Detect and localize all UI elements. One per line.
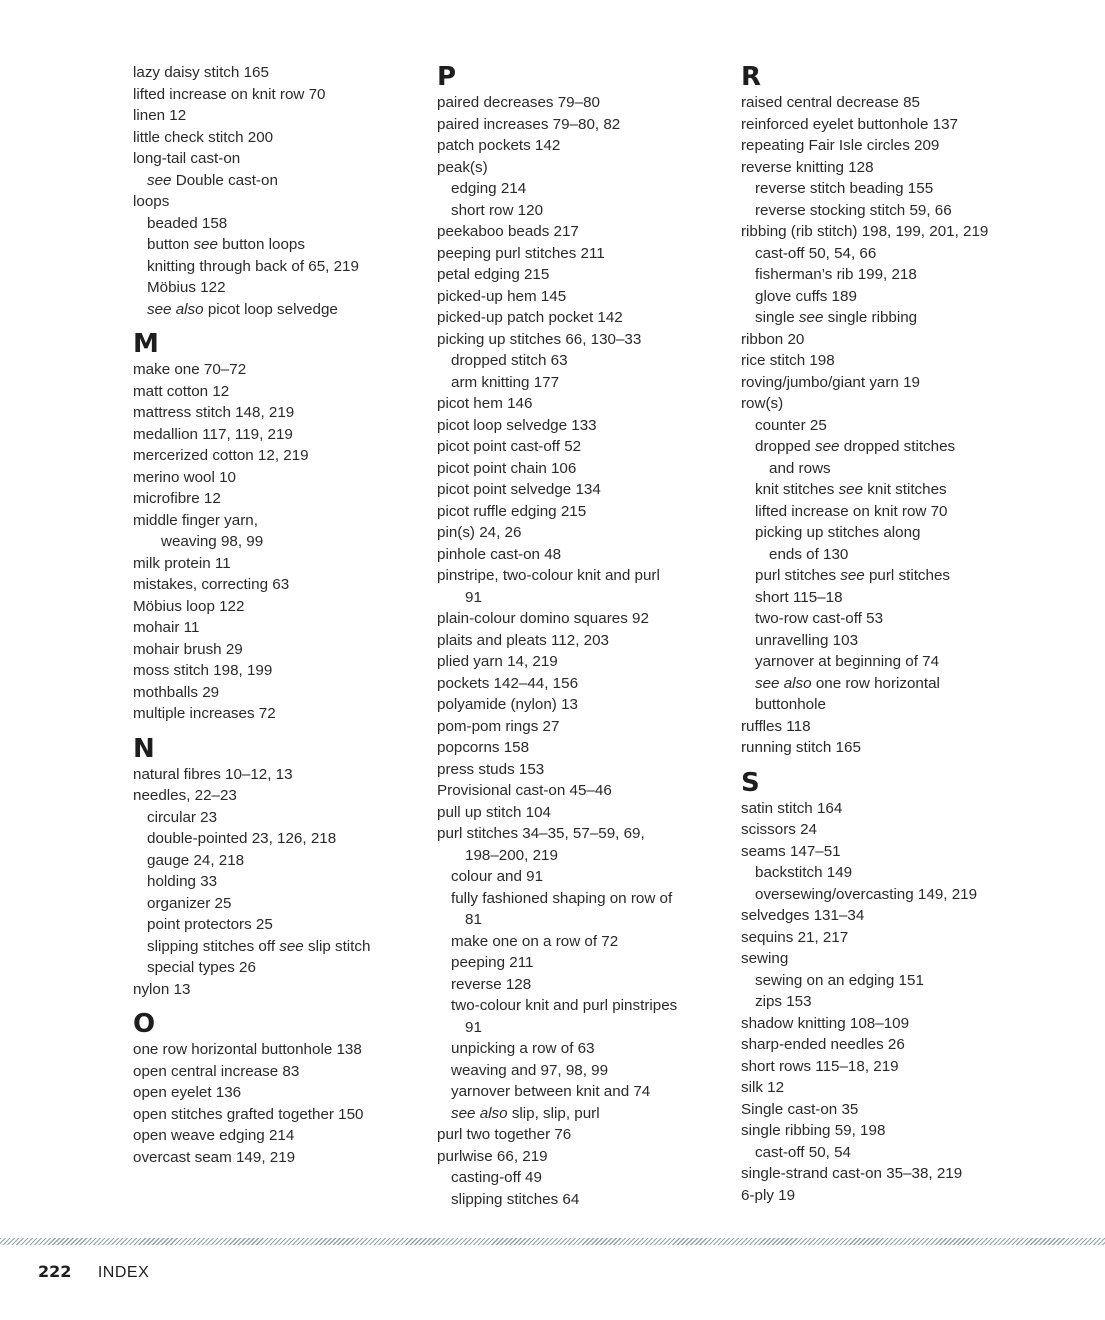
index-subentry: short 115–18 — [755, 588, 843, 606]
index-entry: roving/jumbo/giant yarn 19 — [741, 373, 920, 391]
cross-reference-marker: see — [814, 438, 840, 455]
index-entry: rice stitch 198 — [741, 352, 835, 369]
index-entry: plain-colour domino squares 92 — [437, 610, 649, 627]
index-column-3 — [741, 62, 1041, 1206]
index-entry: reinforced eyelet buttonhole 137 — [741, 115, 959, 133]
index-entry: purl two together 76 — [437, 1126, 572, 1143]
index-subentry: buttonhole — [755, 696, 826, 713]
cross-reference-target: Double cast-on — [175, 171, 278, 189]
index-entry: purlwise 66, 219 — [437, 1147, 548, 1165]
index-entry: running stitch 165 — [741, 739, 861, 756]
index-subentry: yarnover between knit and 74 — [451, 1083, 651, 1100]
index-entry: open weave edging 214 — [133, 1127, 295, 1144]
index-entry: multiple increases 72 — [133, 705, 276, 722]
index-subentry: slipping stitches 64 — [451, 1190, 580, 1208]
index-subentry: two-row cast-off 53 — [755, 610, 884, 627]
index-subentry: holding 33 — [147, 873, 218, 890]
index-entry: picot loop selvedge 133 — [437, 416, 597, 434]
index-entry: press studs 153 — [437, 760, 545, 778]
cross-reference-marker: see — [193, 236, 218, 253]
index-entry: Provisional cast-on 45–46 — [437, 782, 612, 799]
index-entry: reverse knitting 128 — [741, 158, 874, 176]
index-subentry: make one on a row of 72 — [451, 932, 619, 950]
page-number: 222 — [38, 1262, 72, 1281]
cross-reference-target: button loops — [217, 236, 305, 253]
index-subentry: glove cuffs 189 — [755, 287, 857, 305]
cross-reference-target: knit stitches — [863, 481, 947, 498]
index-subentry: reverse 128 — [451, 975, 532, 993]
index-subentry — [741, 673, 1041, 695]
index-subentry: oversewing/overcasting 149, 219 — [755, 885, 978, 903]
index-entry: pockets 142–44, 156 — [437, 674, 579, 692]
index-entry: merino wool 10 — [133, 468, 236, 486]
index-subentry: counter 25 — [755, 416, 827, 434]
index-subentry: point protectors 25 — [147, 916, 273, 933]
index-subentry — [741, 436, 1041, 458]
index-subentry: colour and 91 — [451, 868, 544, 885]
index-entry: picot hem 146 — [437, 395, 533, 412]
section-letter: R — [741, 62, 762, 92]
index-entry: microfibre 12 — [133, 490, 221, 507]
index-entry: needles, 22–23 — [133, 787, 237, 804]
index-subentry — [133, 299, 423, 321]
index-subentry: 81 — [465, 911, 482, 928]
index-entry: mohair brush 29 — [133, 640, 243, 658]
index-subentry: weaving and 97, 98, 99 — [451, 1061, 609, 1079]
index-entry: patch pockets 142 — [437, 137, 561, 154]
index-subentry: ends of 130 — [769, 545, 849, 563]
index-entry: loops — [133, 193, 170, 210]
index-entry: single ribbing 59, 198 — [741, 1122, 886, 1139]
index-entry: little check stitch 200 — [133, 128, 274, 146]
index-subentry: edging 214 — [451, 180, 527, 197]
index-subentry: fisherman’s rib 199, 218 — [755, 266, 917, 283]
cross-reference-target: purl stitches — [864, 567, 951, 584]
index-subentry: 91 — [465, 588, 482, 606]
index-entry: plied yarn 14, 219 — [437, 653, 558, 670]
index-subentry: beaded 158 — [147, 214, 228, 232]
index-subentry: weaving 98, 99 — [161, 533, 264, 550]
index-subentry: reverse stocking stitch 59, 66 — [755, 201, 952, 219]
index-subentry: cast-off 50, 54, 66 — [755, 244, 877, 262]
index-entry: peekaboo beads 217 — [437, 223, 579, 240]
index-entry: repeating Fair Isle circles 209 — [741, 137, 940, 154]
cross-reference-target: picot loop selvedge — [207, 300, 338, 318]
index-entry: pom-pom rings 27 — [437, 717, 560, 735]
index-entry: picot point selvedge 134 — [437, 481, 601, 498]
index-entry: paired decreases 79–80 — [437, 94, 600, 111]
index-entry: mohair 11 — [133, 619, 200, 636]
index-subentry: peeping 211 — [451, 954, 534, 971]
index-entry: lazy daisy stitch 165 — [133, 64, 269, 81]
index-subentry: zips 153 — [755, 993, 812, 1010]
cross-reference-marker: see — [840, 567, 865, 584]
section-letter: S — [741, 767, 760, 798]
entry-text: button — [147, 236, 194, 253]
index-entry: picot point chain 106 — [437, 459, 577, 477]
index-entry: paired increases 79–80, 82 — [437, 115, 621, 133]
index-entry: ruffles 118 — [741, 717, 811, 735]
index-subentry — [741, 565, 1041, 587]
index-subentry — [741, 307, 1041, 329]
index-entry: sewing — [741, 950, 789, 967]
index-subentry: sewing on an edging 151 — [755, 971, 924, 989]
cross-reference-marker: see — [147, 171, 172, 189]
index-entry: polyamide (nylon) 13 — [437, 696, 578, 713]
cross-reference-marker: see — [798, 309, 824, 326]
index-entry: plaits and pleats 112, 203 — [437, 631, 609, 649]
index-entry: make one 70–72 — [133, 361, 247, 378]
index-entry: peak(s) — [437, 158, 488, 176]
footer-divider — [0, 1238, 1105, 1245]
index-column-2 — [437, 62, 722, 1210]
index-subentry — [133, 936, 423, 958]
cross-reference-target: one row horizontal — [815, 674, 940, 692]
cross-reference-target: slip, slip, purl — [511, 1104, 600, 1122]
index-subentry: yarnover at beginning of 74 — [755, 653, 940, 670]
index-entry: mothballs 29 — [133, 683, 220, 701]
index-entry: open eyelet 136 — [133, 1084, 242, 1101]
index-subentry: short row 120 — [451, 201, 544, 219]
section-letter: M — [133, 329, 159, 359]
section-letter: O — [133, 1009, 156, 1039]
index-entry: overcast seam 149, 219 — [133, 1148, 296, 1166]
index-entry: petal edging 215 — [437, 266, 550, 283]
index-entry: row(s) — [741, 395, 784, 412]
index-entry: raised central decrease 85 — [741, 94, 920, 111]
index-subentry: picking up stitches along — [755, 524, 921, 541]
index-entry: pin(s) 24, 26 — [437, 524, 522, 541]
index-entry: medallion 117, 119, 219 — [133, 425, 293, 443]
index-entry: long-tail cast-on — [133, 150, 241, 167]
index-entry: shadow knitting 108–109 — [741, 1014, 910, 1032]
index-subentry: reverse stitch beading 155 — [755, 180, 934, 197]
index-subentry: Möbius 122 — [147, 279, 226, 296]
index-entry: short rows 115–18, 219 — [741, 1057, 899, 1075]
cross-reference-target: dropped stitches — [839, 438, 956, 455]
index-subentry: organizer 25 — [147, 894, 232, 912]
index-entry: single-strand cast-on 35–38, 219 — [741, 1165, 963, 1182]
index-entry: mercerized cotton 12, 219 — [133, 447, 309, 464]
index-subentry: circular 23 — [147, 808, 218, 826]
index-entry: satin stitch 164 — [741, 799, 843, 817]
index-subentry: 198–200, 219 — [465, 846, 558, 864]
index-entry: purl stitches 34–35, 57–59, 69, — [437, 825, 645, 842]
index-subentry: cast-off 50, 54 — [755, 1143, 851, 1161]
index-entry: Möbius loop 122 — [133, 597, 245, 615]
entry-text: purl stitches — [755, 567, 841, 584]
cross-reference-marker: see also — [147, 300, 204, 318]
index-entry: nylon 13 — [133, 980, 191, 998]
index-subentry: and rows — [769, 459, 831, 477]
index-entry: sequins 21, 217 — [741, 928, 849, 946]
index-subentry — [741, 479, 1041, 501]
index-entry: ribbon 20 — [741, 330, 805, 348]
index-entry: Single cast-on 35 — [741, 1100, 859, 1118]
index-entry: moss stitch 198, 199 — [133, 662, 273, 679]
index-entry: ribbing (rib stitch) 198, 199, 201, 219 — [741, 223, 989, 240]
cross-reference-target: slip stitch — [303, 937, 371, 955]
index-entry: natural fibres 10–12, 13 — [133, 765, 293, 783]
entry-text: single — [755, 309, 799, 326]
index-entry: one row horizontal buttonhole 138 — [133, 1041, 362, 1058]
index-subentry: casting-off 49 — [451, 1169, 542, 1186]
index-entry: open stitches grafted together 150 — [133, 1105, 364, 1123]
index-entry: linen 12 — [133, 107, 187, 124]
index-subentry: unpicking a row of 63 — [451, 1040, 595, 1057]
index-entry: sharp-ended needles 26 — [741, 1036, 905, 1053]
index-subentry: lifted increase on knit row 70 — [755, 502, 948, 520]
index-entry: open central increase 83 — [133, 1062, 300, 1080]
index-entry: mattress stitch 148, 219 — [133, 404, 295, 421]
index-column-1 — [133, 62, 423, 1168]
entry-text: slipping stitches off — [147, 937, 280, 955]
index-subentry: gauge 24, 218 — [147, 851, 245, 869]
index-entry: pinhole cast-on 48 — [437, 545, 562, 563]
cross-reference-marker: see also — [451, 1104, 508, 1122]
index-entry: seams 147–51 — [741, 842, 841, 860]
index-subentry: 91 — [465, 1018, 482, 1036]
index-entry: picked-up patch pocket 142 — [437, 309, 623, 326]
index-entry: silk 12 — [741, 1079, 785, 1096]
index-subentry — [437, 1103, 722, 1125]
index-subentry: two-colour knit and purl pinstripes — [451, 997, 678, 1014]
section-letter: P — [437, 62, 457, 92]
index-subentry: backstitch 149 — [755, 864, 853, 881]
cross-reference-marker: see also — [755, 674, 812, 692]
index-entry: picking up stitches 66, 130–33 — [437, 330, 642, 348]
index-entry: picot ruffle edging 215 — [437, 502, 587, 520]
index-entry: mistakes, correcting 63 — [133, 576, 290, 593]
index-entry: picked-up hem 145 — [437, 287, 567, 305]
index-entry: lifted increase on knit row 70 — [133, 85, 326, 103]
entry-text: dropped — [755, 438, 815, 455]
cross-reference-marker: see — [279, 937, 304, 955]
index-subentry: arm knitting 177 — [451, 373, 560, 391]
index-entry: pinstripe, two-colour knit and purl — [437, 567, 660, 584]
index-subentry: unravelling 103 — [755, 631, 859, 649]
index-entry: popcorns 158 — [437, 739, 530, 756]
index-subentry: fully fashioned shaping on row of — [451, 889, 673, 907]
index-entry: selvedges 131–34 — [741, 907, 865, 924]
cross-reference-target: single ribbing — [823, 309, 918, 326]
index-subentry: special types 26 — [147, 959, 256, 976]
index-subentry: double-pointed 23, 126, 218 — [147, 830, 337, 847]
index-entry: scissors 24 — [741, 821, 817, 838]
index-entry: 6-ply 19 — [741, 1186, 796, 1204]
cross-reference-marker: see — [838, 481, 864, 498]
index-entry: matt cotton 12 — [133, 382, 230, 400]
index-entry: milk protein 11 — [133, 554, 231, 572]
index-entry: picot point cast-off 52 — [437, 438, 582, 455]
index-subentry: dropped stitch 63 — [451, 352, 568, 369]
index-entry: middle finger yarn, — [133, 511, 258, 529]
entry-text: knit stitches — [755, 481, 839, 498]
page-footer — [38, 1262, 149, 1283]
index-entry: pull up stitch 104 — [437, 803, 551, 821]
section-letter: N — [133, 733, 155, 764]
section-label: INDEX — [97, 1264, 150, 1281]
index-subentry — [133, 170, 423, 192]
index-subentry: knitting through back of 65, 219 — [147, 257, 359, 275]
index-subentry — [133, 234, 423, 256]
index-entry: peeping purl stitches 211 — [437, 244, 605, 262]
